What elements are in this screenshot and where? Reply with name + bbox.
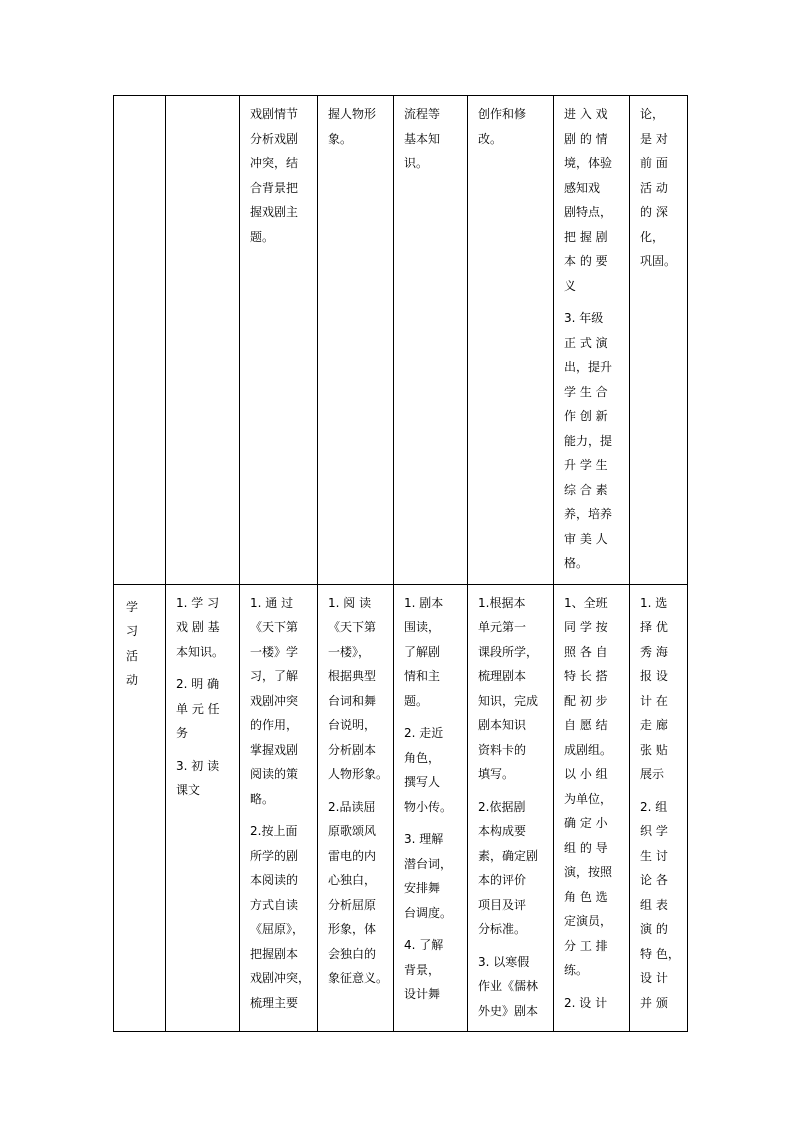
cell-text-line: 单 元 任	[176, 701, 220, 716]
cell-text-line: 戏剧情节	[250, 107, 299, 121]
table-row-continued	[114, 96, 688, 585]
cell-text-line: 的 深	[640, 205, 668, 219]
cell-text-line: 台说明，	[328, 718, 377, 732]
cell-text-line: 作 创 新	[564, 409, 608, 423]
cell-text-line: 1、全班	[564, 595, 608, 610]
cell-text-line: 组 的 导	[564, 840, 608, 855]
cell-text-line: 角色，	[404, 750, 441, 765]
cell-text-line: 审 美 人	[564, 531, 608, 546]
table-cell	[114, 96, 166, 585]
cell-text-line: 练。	[564, 963, 589, 977]
cell-text-line: 台调度。	[404, 905, 453, 920]
cell-text-line: 《天下第	[250, 620, 299, 634]
cell-text-line: 分析屈原	[328, 897, 377, 912]
cell-paragraph	[404, 591, 457, 714]
cell-text-line: 根据典型	[328, 669, 377, 683]
cell-paragraph	[328, 795, 389, 991]
cell-text-line: 3. 年级	[564, 311, 604, 325]
cell-text-line: 活 动	[640, 180, 668, 195]
cell-text-line: 2. 明 确	[176, 677, 220, 691]
cell-text-line: 1. 剧本	[404, 595, 444, 610]
cell-text-line: 特 长 搭	[564, 669, 608, 683]
cell-text-line: 剧本知识	[478, 718, 527, 732]
cell-text-line: 作业《儒林	[478, 979, 539, 993]
cell-paragraph	[404, 933, 457, 1007]
cell-text-line: 《屈原》，	[250, 922, 305, 936]
cell-text-line: 论 各	[640, 873, 668, 887]
cell-paragraph	[640, 102, 677, 274]
cell-paragraph	[328, 102, 383, 151]
cell-text-line: 本构成要	[478, 824, 527, 838]
cell-text-line: 识。	[404, 156, 429, 170]
cell-text-line: 化，	[640, 229, 665, 244]
cell-text-line: 分 工 排	[564, 938, 608, 953]
cell-paragraph	[564, 102, 619, 298]
cell-paragraph	[176, 754, 229, 803]
cell-text-line: 为单位，	[564, 791, 613, 806]
cell-text-line: 梳理剧本	[478, 669, 527, 683]
cell-text-line: 3. 初 读	[176, 758, 220, 773]
cell-text-line: 象征意义。	[328, 971, 389, 985]
cell-text-line: 外史》剧本	[478, 1003, 539, 1018]
cell-text-line: 1. 通 过	[250, 595, 294, 610]
cell-text-line: 2. 走近	[404, 726, 444, 740]
cell-text-line: 境，体验	[564, 156, 613, 170]
cell-text-line: 本知识。	[176, 644, 225, 659]
cell-text-line: 动	[126, 673, 139, 687]
cell-text-line: 自 愿 结	[564, 718, 608, 732]
cell-text-line: 基本知	[404, 131, 441, 146]
cell-text-line: 2.按上面	[250, 824, 298, 838]
cell-text-line: 正 式 演	[564, 335, 608, 350]
cell-text-line: 1. 选	[640, 595, 668, 610]
cell-paragraph	[404, 721, 457, 819]
cell-text-line: 养，培养	[564, 507, 613, 521]
cell-paragraph	[126, 595, 155, 693]
cell-text-line: 撰写人	[404, 775, 441, 789]
cell-text-line: 择 优	[640, 620, 668, 634]
table-cell	[318, 584, 394, 1032]
table-row-activity	[114, 584, 688, 1032]
cell-text-line: 题。	[250, 229, 275, 244]
cell-text-line: 素，确定剧	[478, 848, 539, 863]
cell-paragraph	[176, 591, 229, 665]
cell-text-line: 习，了解	[250, 669, 299, 683]
cell-text-line: 2.依据剧	[478, 799, 526, 814]
cell-text-line: 演，按照	[564, 865, 613, 879]
cell-paragraph	[564, 991, 619, 1016]
cell-text-line: 张 贴	[640, 742, 668, 757]
cell-text-line: 设 计	[640, 971, 668, 985]
cell-text-line: 一楼》，	[328, 644, 371, 659]
cell-text-line: 物小传。	[404, 799, 453, 814]
cell-text-line: 题。	[404, 693, 429, 708]
cell-paragraph	[250, 102, 307, 249]
cell-text-line: 能力，提	[564, 433, 613, 448]
cell-text-line: 单元第一	[478, 620, 527, 634]
cell-text-line: 掌握戏剧	[250, 742, 299, 757]
cell-paragraph	[176, 672, 229, 746]
cell-paragraph	[478, 102, 543, 151]
cell-text-line: 象。	[328, 131, 353, 146]
cell-text-line: 把 握 剧	[564, 229, 608, 244]
table-cell	[166, 96, 240, 585]
cell-text-line: 综 合 素	[564, 482, 608, 497]
cell-text-line: 演 的	[640, 922, 668, 936]
table-cell	[630, 96, 688, 585]
cell-paragraph	[640, 591, 677, 787]
cell-paragraph	[478, 591, 543, 787]
cell-text-line: 4. 了解	[404, 938, 444, 952]
cell-text-line: 阅读的策	[250, 767, 299, 781]
cell-text-line: 握戏剧主	[250, 205, 299, 219]
cell-text-line: 握人物形	[328, 107, 377, 121]
cell-text-line: 学 生 合	[564, 384, 608, 399]
cell-text-line: 课文	[176, 783, 201, 797]
lesson-plan-table	[113, 95, 688, 1032]
cell-text-line: 并 颁	[640, 995, 668, 1010]
cell-text-line: 前 面	[640, 156, 668, 170]
cell-text-line: 改。	[478, 131, 503, 146]
table-cell	[468, 584, 554, 1032]
cell-text-line: 角 色 选	[564, 889, 608, 904]
cell-text-line: 组 表	[640, 897, 668, 912]
cell-text-line: 论，	[640, 107, 665, 121]
cell-text-line: 感知戏	[564, 180, 601, 195]
cell-text-line: 课段所学，	[478, 644, 539, 659]
cell-paragraph	[564, 306, 619, 576]
table-cell	[468, 96, 554, 585]
cell-text-line: 本阅读的	[250, 873, 299, 887]
cell-text-line: 冲突，结	[250, 156, 299, 170]
table-cell	[240, 96, 318, 585]
cell-text-line: 1.根据本	[478, 595, 526, 610]
cell-paragraph	[404, 102, 457, 176]
cell-paragraph	[250, 591, 307, 812]
cell-text-line: 走 廊	[640, 718, 668, 732]
table-cell	[554, 96, 630, 585]
cell-text-line: 围读，	[404, 620, 441, 634]
cell-text-line: 秀 海	[640, 644, 668, 659]
table-cell	[166, 584, 240, 1032]
cell-text-line: 略。	[250, 791, 275, 806]
cell-text-line: 1. 阅 读	[328, 595, 372, 610]
cell-text-line: 把握剧本	[250, 946, 299, 961]
cell-text-line: 活	[126, 648, 139, 663]
cell-text-line: 出，提升	[564, 360, 613, 374]
cell-text-line: 学	[126, 599, 139, 614]
cell-text-line: 2. 设 计	[564, 995, 608, 1010]
cell-text-line: 升 学 生	[564, 458, 608, 472]
cell-text-line: 创作和修	[478, 107, 527, 121]
cell-text-line: 一楼》学	[250, 644, 299, 659]
cell-paragraph	[478, 795, 543, 942]
cell-text-line: 雷电的内	[328, 848, 377, 863]
cell-paragraph	[250, 819, 311, 1015]
table-cell	[554, 584, 630, 1032]
cell-text-line: 同 学 按	[564, 620, 608, 634]
cell-text-line: 是 对	[640, 131, 668, 146]
table-cell	[240, 584, 318, 1032]
table-cell	[394, 584, 468, 1032]
cell-text-line: 原歌颂风	[328, 824, 377, 838]
cell-text-line: 填写。	[478, 767, 515, 781]
cell-text-line: 计 在	[640, 693, 668, 708]
cell-text-line: 务	[176, 726, 189, 740]
cell-text-line: 戏 剧 基	[176, 620, 220, 634]
cell-text-line: 生 讨	[640, 848, 668, 863]
cell-text-line: 背景，	[404, 962, 441, 977]
cell-text-line: 配 初 步	[564, 693, 608, 708]
table-row-header	[114, 584, 166, 1032]
cell-text-line: 项目及评	[478, 897, 527, 912]
cell-text-line: 人物形象。	[328, 767, 389, 781]
cell-text-line: 本 的 要	[564, 254, 608, 268]
cell-text-line: 心独白，	[328, 873, 377, 887]
cell-text-line: 定演员，	[564, 914, 613, 928]
cell-text-line: 以 小 组	[564, 767, 608, 781]
table-cell	[630, 584, 688, 1032]
cell-paragraph	[640, 795, 680, 1016]
cell-text-line: 报 设	[640, 669, 668, 683]
cell-text-line: 所学的剧	[250, 848, 299, 863]
cell-text-line: 确 定 小	[564, 816, 608, 830]
cell-paragraph	[404, 827, 457, 925]
cell-text-line: 照 各 自	[564, 644, 608, 659]
cell-text-line: 会独白的	[328, 946, 377, 961]
cell-text-line: 梳理主要	[250, 995, 299, 1010]
cell-text-line: 流程等	[404, 107, 441, 121]
cell-text-line: 展示	[640, 767, 665, 781]
table-cell	[394, 96, 468, 585]
cell-text-line: 资料卡的	[478, 742, 527, 757]
cell-text-line: 方式自读	[250, 897, 299, 912]
cell-text-line: 知识，完成	[478, 693, 539, 708]
cell-text-line: 分析戏剧	[250, 131, 299, 146]
cell-text-line: 台词和舞	[328, 693, 377, 708]
cell-text-line: 织 学	[640, 824, 668, 838]
cell-text-line: 戏剧冲突	[250, 693, 299, 708]
cell-text-line: 2.品读屈	[328, 799, 376, 814]
cell-text-line: 进 入 戏	[564, 107, 608, 121]
cell-text-line: 习	[126, 624, 139, 638]
cell-text-line: 形象，体	[328, 922, 377, 936]
cell-text-line: 义	[564, 278, 577, 293]
cell-paragraph	[328, 591, 389, 787]
cell-text-line: 安排舞	[404, 881, 441, 895]
cell-text-line: 剧特点，	[564, 205, 613, 219]
cell-text-line: 格。	[564, 556, 589, 570]
cell-text-line: 了解剧	[404, 644, 441, 659]
cell-text-line: 巩固。	[640, 254, 677, 268]
cell-text-line: 分标准。	[478, 922, 527, 936]
cell-text-line: 分析剧本	[328, 742, 377, 757]
cell-text-line: 潜台词，	[404, 856, 453, 871]
table-cell	[318, 96, 394, 585]
cell-text-line: 《天下第	[328, 620, 377, 634]
cell-text-line: 特 色，	[640, 946, 680, 961]
cell-text-line: 2. 组	[640, 799, 668, 814]
cell-text-line: 剧 的 情	[564, 131, 608, 146]
cell-text-line: 3. 理解	[404, 832, 444, 846]
cell-text-line: 合背景把	[250, 180, 299, 195]
cell-paragraph	[564, 591, 619, 983]
cell-text-line: 的作用，	[250, 718, 299, 732]
cell-paragraph	[478, 950, 543, 1024]
cell-text-line: 本的评价	[478, 873, 527, 887]
cell-text-line: 戏剧冲突，	[250, 971, 311, 985]
cell-text-line: 情和主	[404, 669, 441, 683]
cell-text-line: 1. 学 习	[176, 595, 220, 610]
cell-text-line: 3. 以寒假	[478, 954, 530, 969]
cell-text-line: 成剧组。	[564, 742, 613, 757]
cell-text-line: 设计舞	[404, 987, 441, 1001]
